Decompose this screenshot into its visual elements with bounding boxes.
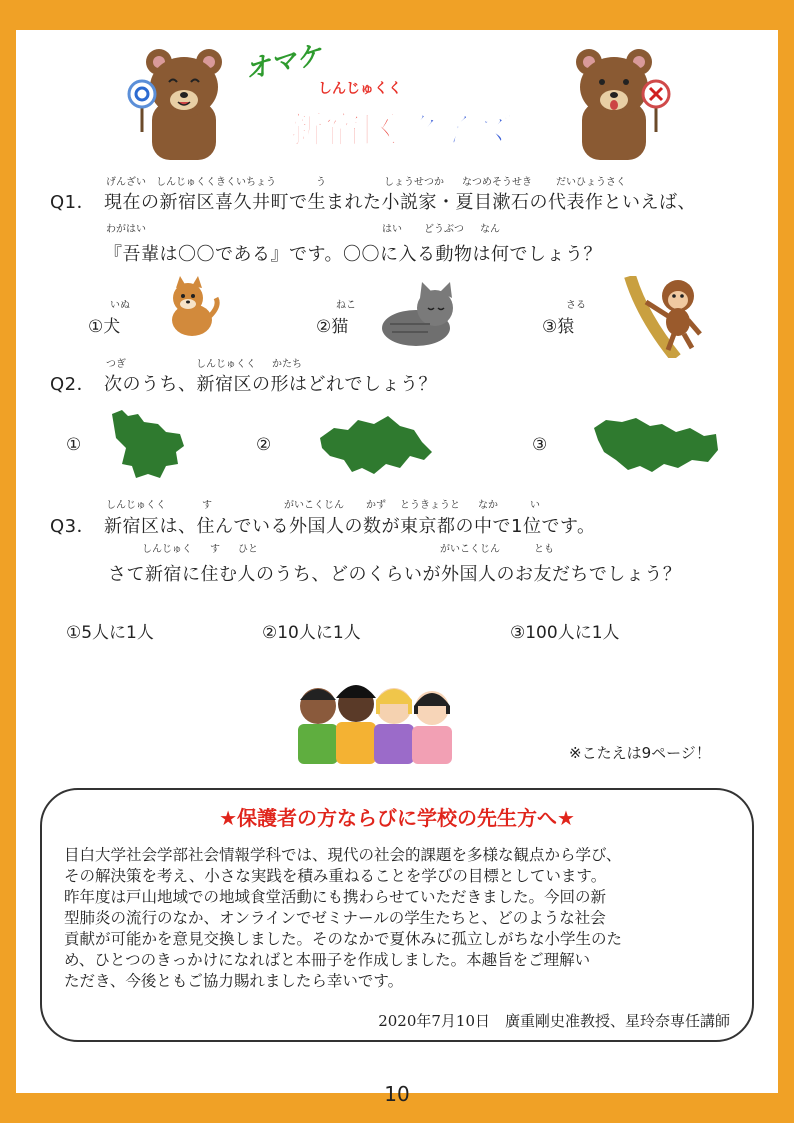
ruby: わがはい: [106, 224, 146, 235]
ruby: なか: [478, 500, 498, 511]
title-kuizu: クイズ: [399, 110, 508, 151]
ruby: す: [202, 500, 212, 511]
ruby: ひと: [238, 544, 258, 555]
notice-body: [64, 845, 739, 992]
shinjuku-map-option-2: [318, 412, 434, 478]
ruby: い: [530, 500, 540, 511]
notice-box: [40, 788, 754, 1042]
q2-number: Q2．: [50, 374, 96, 395]
notice-line: 型肺炎の流行のなか、オンラインでゼミナールの学生たちと、どのような社会: [64, 909, 606, 927]
q3-line2: さて新宿に住む人のうち、どのくらいが外国人のお友だちでしょう？: [108, 564, 682, 585]
ruby: がいこくじん: [284, 500, 344, 511]
ruby: かず: [366, 500, 386, 511]
ruby: げんざい: [106, 177, 146, 188]
q1-number: Q1．: [50, 192, 96, 213]
ruby: いぬ: [110, 300, 130, 311]
shinjuku-map-option-3: [592, 416, 720, 482]
notice-line: その解決策を考え、小さな実践を積み重ねることを学びの目標としています。: [64, 867, 607, 885]
ruby: う: [316, 177, 326, 188]
q2-option-1: ①: [66, 435, 82, 455]
page-title: [288, 102, 508, 153]
q1-option-monkey: ③猿: [542, 317, 575, 337]
q3-number: Q3．: [50, 516, 96, 537]
ruby: ねこ: [336, 300, 356, 311]
omake-label: オマケ: [242, 40, 325, 86]
bear-holding-circle-illustration: [124, 42, 234, 160]
q1-line1: 現在の新宿区喜久井町で生まれた小説家・夏目漱石の代表作といえば、: [104, 192, 696, 213]
ruby: つぎ: [106, 359, 126, 370]
answer-page-note: ※こたえは9ページ！: [569, 744, 711, 762]
notice-title: ★保護者の方ならびに学校の先生方へ★: [219, 806, 575, 830]
notice-line: 目白大学社会学部社会情報学科では、現代の社会的課題を多様な観点から学び、: [64, 846, 622, 864]
ruby: どうぶつ: [424, 224, 464, 235]
title-kanji: 新宿区: [288, 110, 400, 151]
ruby: しんじゅくく: [106, 500, 166, 511]
ruby: とうきょうと: [400, 500, 460, 511]
ruby: かたち: [272, 359, 302, 370]
page-number: 10: [384, 1082, 410, 1106]
ruby: しょうせつか: [384, 177, 444, 188]
ruby: す: [210, 544, 220, 555]
q2-option-3: ③: [532, 435, 548, 455]
ruby: はい: [382, 224, 402, 235]
q3-line1: 新宿区は、住んでいる外国人の数が東京都の中で1位です。: [104, 516, 596, 537]
ruby: しんじゅくくきくいちょう: [156, 177, 276, 188]
ruby: がいこくじん: [440, 544, 500, 555]
bear-holding-cross-illustration: [564, 42, 674, 160]
ruby: さる: [566, 300, 586, 311]
q1-option-dog: ①犬: [88, 317, 121, 337]
notice-signature: 2020年7月10日 廣重剛史准教授、星玲奈専任講師: [378, 1012, 730, 1030]
title-ruby: しんじゅくく: [318, 81, 402, 97]
notice-line: 昨年度は戸山地域での地域食堂活動にも携わらせていただきました。今回の新: [64, 888, 607, 906]
q2-line1: 次のうち、新宿区の形はどれでしょう？: [104, 374, 437, 395]
shinjuku-map-option-1: [108, 408, 188, 480]
cat-icon: [380, 280, 464, 350]
ruby: だいひょうさく: [556, 177, 626, 188]
notice-line: 貢献が可能かを意見交換しました。そのなかで夏休みに孤立しがちな小学生のた: [64, 930, 623, 948]
q1-option-cat: ②猫: [316, 317, 349, 337]
dog-icon: [160, 276, 222, 342]
notice-line: め、ひとつのきっかけになればと本冊子を作成しました。本趣旨をご理解い: [64, 951, 591, 969]
children-friends-illustration: [292, 676, 462, 764]
q3-option-3: ③100人に1人: [510, 623, 620, 643]
ruby: なつめそうせき: [462, 177, 532, 188]
q3-option-1: ①5人に1人: [66, 623, 154, 643]
ruby: とも: [534, 544, 554, 555]
q1-line2: 『吾輩は〇〇である』です。〇〇に入る動物は何でしょう？: [104, 244, 603, 265]
q3-option-2: ②10人に1人: [262, 623, 361, 643]
page: [16, 30, 778, 1093]
ruby: しんじゅくく: [196, 359, 256, 370]
q2-option-2: ②: [256, 435, 272, 455]
monkey-icon: [622, 276, 708, 358]
ruby: しんじゅく: [142, 544, 192, 555]
ruby: なん: [480, 224, 500, 235]
notice-line: ただき、今後ともご協力賜れましたら幸いです。: [64, 972, 404, 990]
